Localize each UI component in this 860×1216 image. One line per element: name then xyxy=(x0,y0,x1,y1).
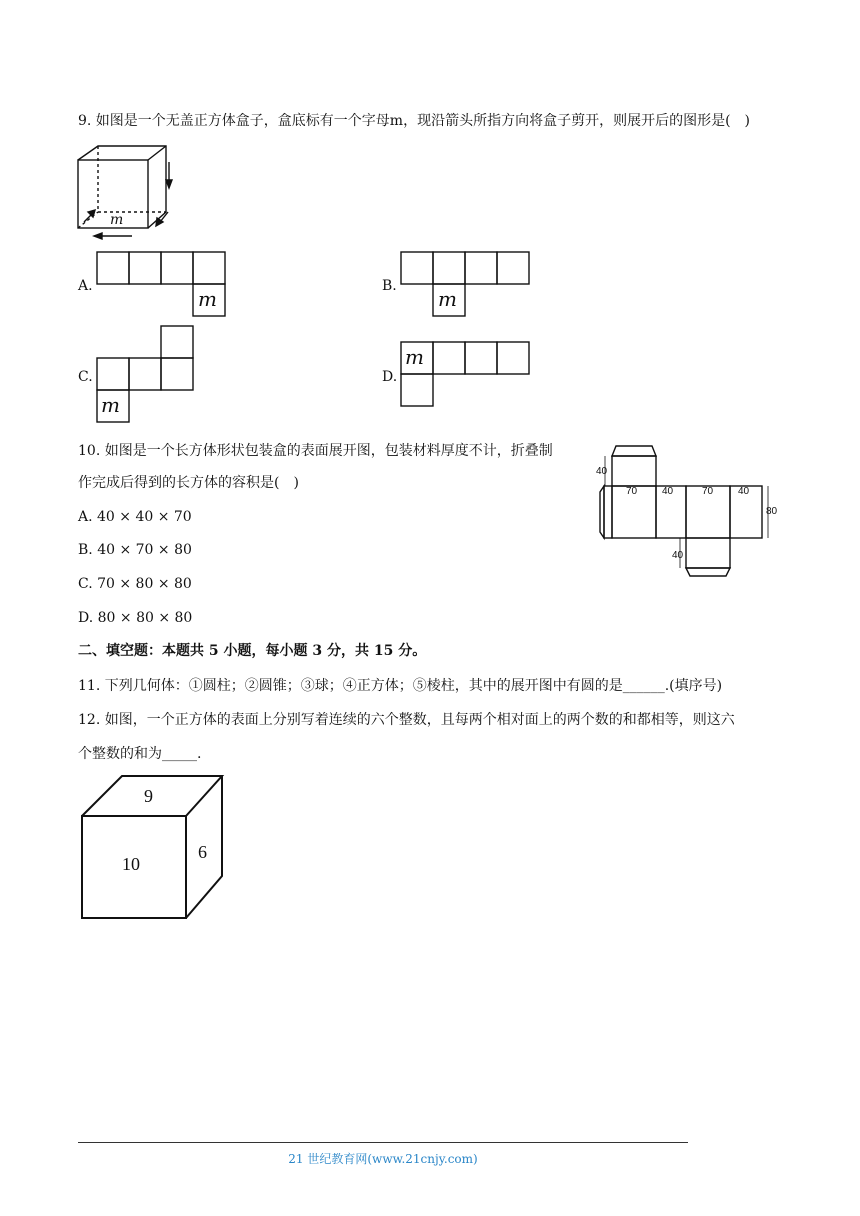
q12-cube-front-number: 10 xyxy=(122,854,140,874)
q9-option-a-net xyxy=(96,251,228,319)
q10-label-right: 80 xyxy=(766,506,778,517)
q10-option-b: B. 40 × 70 × 80 xyxy=(78,542,192,558)
q10-label-70a: 70 xyxy=(626,486,638,497)
q12-cube-top-number: 9 xyxy=(144,786,153,806)
q9-option-c-label: C. xyxy=(78,369,93,385)
q9-option-d-label: D. xyxy=(382,369,398,385)
q10-label-40b: 40 xyxy=(738,486,750,497)
q9-box-figure xyxy=(70,140,190,240)
q9-option-a-letter: m xyxy=(198,287,217,311)
q9-option-d-letter: m xyxy=(405,345,424,369)
q9-option-a-label: A. xyxy=(78,278,93,294)
q10-text-line2: 作完成后得到的长方体的容积是( ) xyxy=(78,475,299,491)
q9-option-b-letter: m xyxy=(438,287,457,311)
q10-option-c: C. 70 × 80 × 80 xyxy=(78,576,192,592)
q9-option-b-label: B. xyxy=(382,278,397,294)
q10-label-70b: 70 xyxy=(702,486,714,497)
q10-label-40a: 40 xyxy=(662,486,674,497)
q10-text-line1: 10. 如图是一个长方体形状包装盒的表面展开图，包装材料厚度不计，折叠制 xyxy=(78,443,553,459)
q11-text: 11. 下列几何体：①圆柱；②圆锥；③球；④正方体；⑤棱柱，其中的展开图中有圆的是______.(填序号) xyxy=(78,678,723,694)
q12-text-line2: 个整数的和为_____. xyxy=(78,746,202,762)
q12-text-line1: 12. 如图，一个正方体的表面上分别写着连续的六个整数，且每两个相对面上的两个数的和都相等，则这六 xyxy=(78,712,735,728)
q10-option-a: A. 40 × 40 × 70 xyxy=(78,509,192,525)
q9-text: 9. 如图是一个无盖正方体盒子，盒底标有一个字母m，现沿箭头所指方向将盒子剪开，则展开后的图形是( ) xyxy=(78,113,751,129)
section2-heading: 二、填空题：本题共 5 小题，每小题 3 分，共 15 分。 xyxy=(78,643,427,659)
footer-text: 21 世纪教育网(www.21cnjy.com) xyxy=(288,1152,478,1166)
q9-option-b-net xyxy=(400,251,532,319)
footer-divider xyxy=(78,1142,688,1143)
q10-option-d: D. 80 × 80 × 80 xyxy=(78,610,193,626)
q12-cube-figure xyxy=(78,772,228,922)
q12-cube-side-number: 6 xyxy=(198,842,207,862)
q10-net-figure xyxy=(596,440,782,582)
q9-option-c-net xyxy=(96,325,198,425)
q10-label-bottom: 40 xyxy=(672,550,684,561)
q9-option-c-letter: m xyxy=(101,393,120,417)
q10-label-top: 40 xyxy=(596,466,608,477)
q9-option-d-net xyxy=(400,341,532,409)
q9-box-letter: m xyxy=(110,212,124,228)
